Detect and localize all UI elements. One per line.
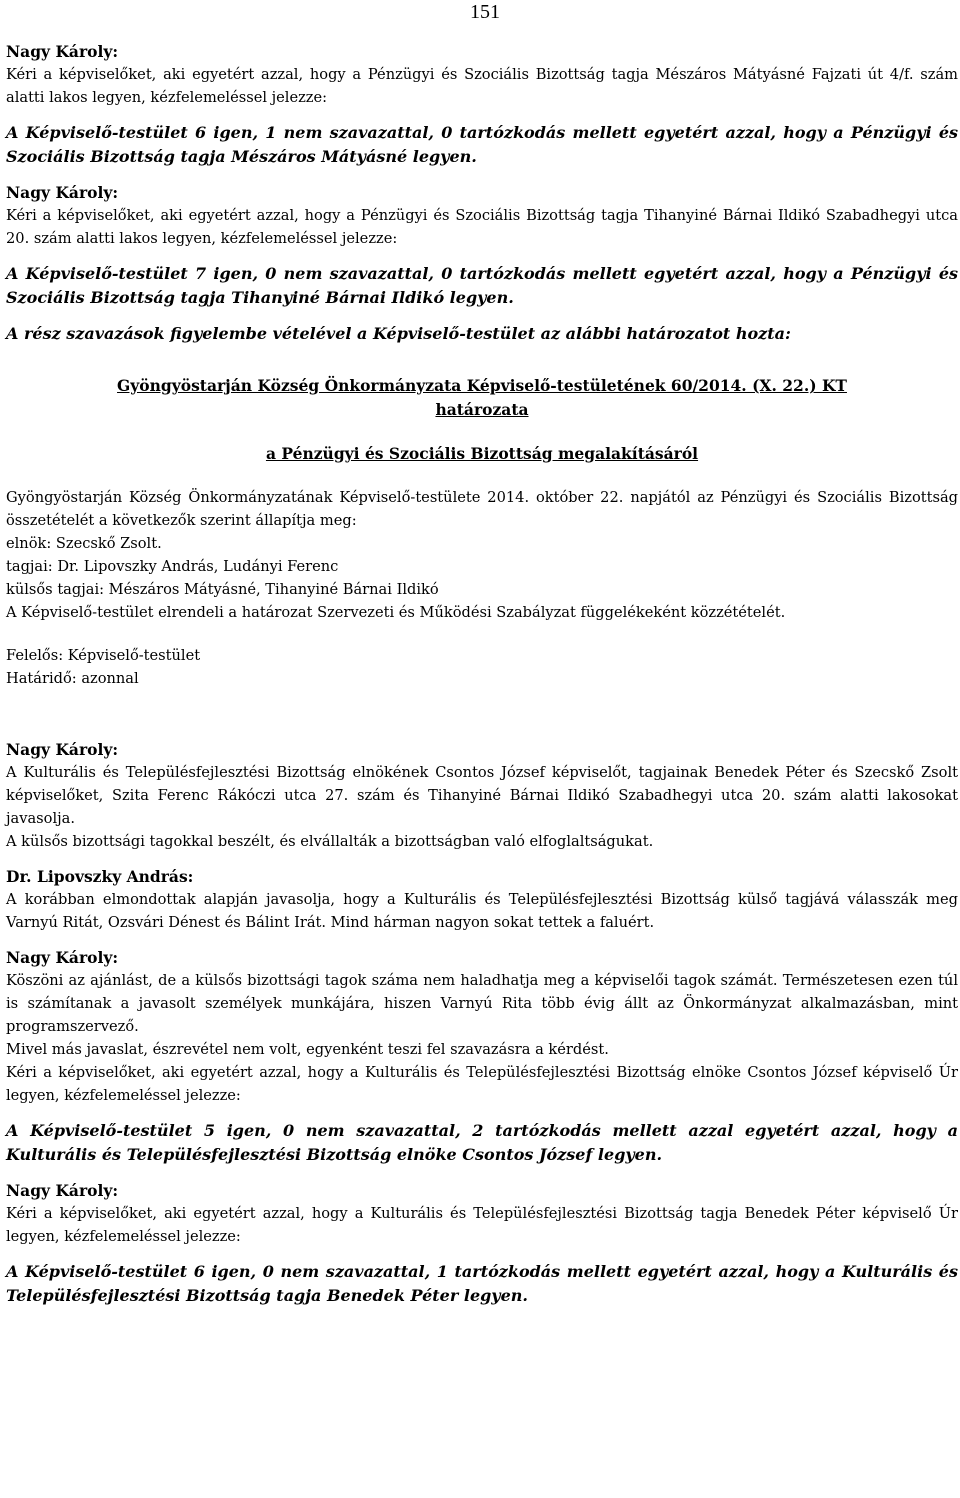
speaker-name: Nagy Károly: [6, 948, 119, 967]
resolution-subject: a Pénzügyi és Szociális Bizottság megalakításáról [265, 444, 699, 463]
speech-block-1 [6, 40, 958, 109]
speaker-name: Dr. Lipovszky András: [6, 867, 194, 886]
speech-block-4 [6, 865, 958, 934]
document-content [6, 40, 958, 1308]
speech-text: Kéri a képviselőket, aki egyetért azzal, hogy a Kulturális és Településfejlesztési Bizottság elnöke Csontos József képviselő Úr legyen, kézfelemeléssel jelezze: [6, 1064, 958, 1104]
speech-text: Kéri a képviselőket, aki egyetért azzal, hogy a Pénzügyi és Szociális Bizottság tagja Tihanyiné Bárnai Ildikó Szabadhegyi utca 20. szám alatti lakos legyen, kézfelemeléssel jelezze: [6, 207, 958, 247]
speech-text: A Kulturális és Településfejlesztési Bizottság elnökének Csontos József képviselőt, tagjainak Benedek Péter és Szecskő Zsolt képviselőket, Szita Ferenc Rákóczi utca 27. szám és Tihanyiné Bárnai Ildikó Szabadhegyi utca 20. szám alatti lakosokat javasolja. [6, 764, 958, 827]
resolution [6, 374, 958, 690]
resolution-responsible: Felelős: Képviselő-testület [6, 647, 201, 664]
resolution-deadline: Határidő: azonnal [6, 670, 139, 687]
speech-block-5 [6, 946, 958, 1107]
speech-text: A külsős bizottsági tagokkal beszélt, és elvállalták a bizottságban való elfoglaltságukat. [6, 833, 654, 850]
vote-result-1: A Képviselő-testület 6 igen, 1 nem szavazattal, 0 tartózkodás mellett egyetért azzal, hogy a Pénzügyi és Szociális Bizottság tagja Mészáros Mátyásné legyen. [6, 123, 958, 166]
resolution-external-members: külsős tagjai: Mészáros Mátyásné, Tihanyiné Bárnai Ildikó [6, 581, 439, 598]
page-number: 151 [470, 1, 500, 23]
resolution-order: A Képviselő-testület elrendeli a határozat Szervezeti és Működési Szabályzat függelékeként közzétételét. [6, 604, 786, 621]
speaker-name: Nagy Károly: [6, 183, 119, 202]
speech-text: Mivel más javaslat, észrevétel nem volt, egyenként teszi fel szavazásra a kérdést. [6, 1041, 609, 1058]
resolution-body: Gyöngyöstarján Község Önkormányzatának Képviselő-testülete 2014. október 22. napjától az Pénzügyi és Szociális Bizottság összetételét a következők szerint állapítja meg: [6, 489, 958, 529]
vote-result-4: A Képviselő-testület 5 igen, 0 nem szavazattal, 2 tartózkodás mellett azzal egyetért azzal, hogy a Kulturális és Településfejlesztési Bizottság elnöke Csontos József legyen. [6, 1121, 958, 1164]
resolution-members: tagjai: Dr. Lipovszky András, Ludányi Ferenc [6, 558, 339, 575]
speech-text: Kéri a képviselőket, aki egyetért azzal, hogy a Kulturális és Településfejlesztési Bizottság tagja Benedek Péter képviselő Úr legyen, kézfelemeléssel jelezze: [6, 1205, 958, 1245]
speech-text: Köszöni az ajánlást, de a külsős bizottsági tagok száma nem haladhatja meg a képviselői tagok számát. Természetesen ezen túl is számítanak a javasolt személyek munkájára, hiszen Varnyú Rita több évig állt az Önkormányzat alkalmazásban, mint programszervező. [6, 972, 958, 1035]
resolution-chair: elnök: Szecskő Zsolt. [6, 535, 162, 552]
speech-block-2 [6, 181, 958, 250]
partial-votes-note: A rész szavazások figyelembe vételével a Képviselő-testület az alábbi határozatot hozta: [6, 324, 791, 343]
speaker-name: Nagy Károly: [6, 42, 119, 61]
resolution-title: Gyöngyöstarján Község Önkormányzata Képviselő-testületének 60/2014. (X. 22.) KT [117, 376, 847, 395]
speaker-name: Nagy Károly: [6, 740, 119, 759]
vote-result-2: A Képviselő-testület 7 igen, 0 nem szavazattal, 0 tartózkodás mellett egyetért azzal, hogy a Pénzügyi és Szociális Bizottság tagja Tihanyiné Bárnai Ildikó legyen. [6, 264, 958, 307]
speech-text: A korábban elmondottak alapján javasolja, hogy a Kulturális és Településfejlesztési Bizottság külső tagjává válasszák meg Varnyú Ritát, Ozsvári Dénest és Bálint Irát. Mind hárman nagyon sokat tettek a faluért. [6, 891, 958, 931]
speech-block-6 [6, 1179, 958, 1248]
speech-block-3 [6, 738, 958, 853]
vote-result-5: A Képviselő-testület 6 igen, 0 nem szavazattal, 1 tartózkodás mellett egyetért azzal, hogy a Kulturális és Településfejlesztési Bizottság tagja Benedek Péter legyen. [6, 1262, 958, 1305]
speaker-name: Nagy Károly: [6, 1181, 119, 1200]
speech-text: Kéri a képviselőket, aki egyetért azzal, hogy a Pénzügyi és Szociális Bizottság tagja Mészáros Mátyásné Fajzati út 4/f. szám alatti lakos legyen, kézfelemeléssel jelezze: [6, 66, 958, 106]
resolution-title-line2: határozata [435, 400, 529, 419]
